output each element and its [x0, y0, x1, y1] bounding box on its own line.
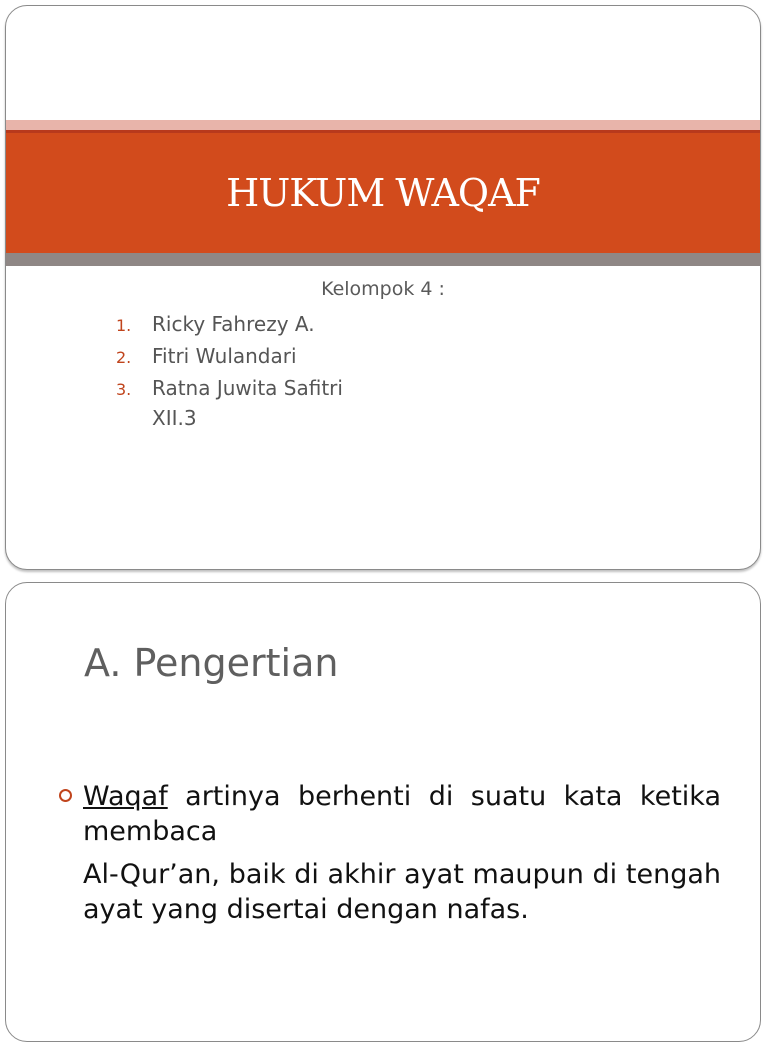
definition-text: artinya berhenti di suatu kata ketika membaca	[83, 781, 721, 847]
class-label: XII.3	[152, 406, 197, 430]
member-name: Ricky Fahrezy A.	[152, 312, 315, 336]
member-name: Fitri Wulandari	[152, 344, 297, 368]
definition-paragraph	[83, 779, 721, 849]
slide-1	[5, 5, 761, 570]
term-waqaf: Waqaf	[83, 781, 168, 812]
title-band-accent-top	[6, 120, 760, 130]
definition-continuation: Al-Qur’an, baik di akhir ayat maupun di tengah ayat yang disertai dengan nafas.	[83, 859, 721, 925]
member-number: 2.	[116, 348, 132, 367]
section-heading: A. Pengertian	[84, 641, 339, 685]
member-list	[116, 308, 343, 404]
slide-title: HUKUM WAQAF	[226, 171, 540, 215]
member-number: 1.	[116, 316, 132, 335]
member-item	[116, 372, 343, 404]
member-item	[116, 308, 343, 340]
member-name: Ratna Juwita Safitri	[152, 376, 343, 400]
group-label: Kelompok 4 :	[321, 278, 445, 300]
slide-2	[5, 582, 761, 1042]
circle-bullet-icon	[59, 789, 72, 802]
member-item	[116, 340, 343, 372]
title-band	[6, 120, 760, 270]
title-band-accent-bottom	[6, 253, 760, 266]
member-number: 3.	[116, 380, 132, 399]
